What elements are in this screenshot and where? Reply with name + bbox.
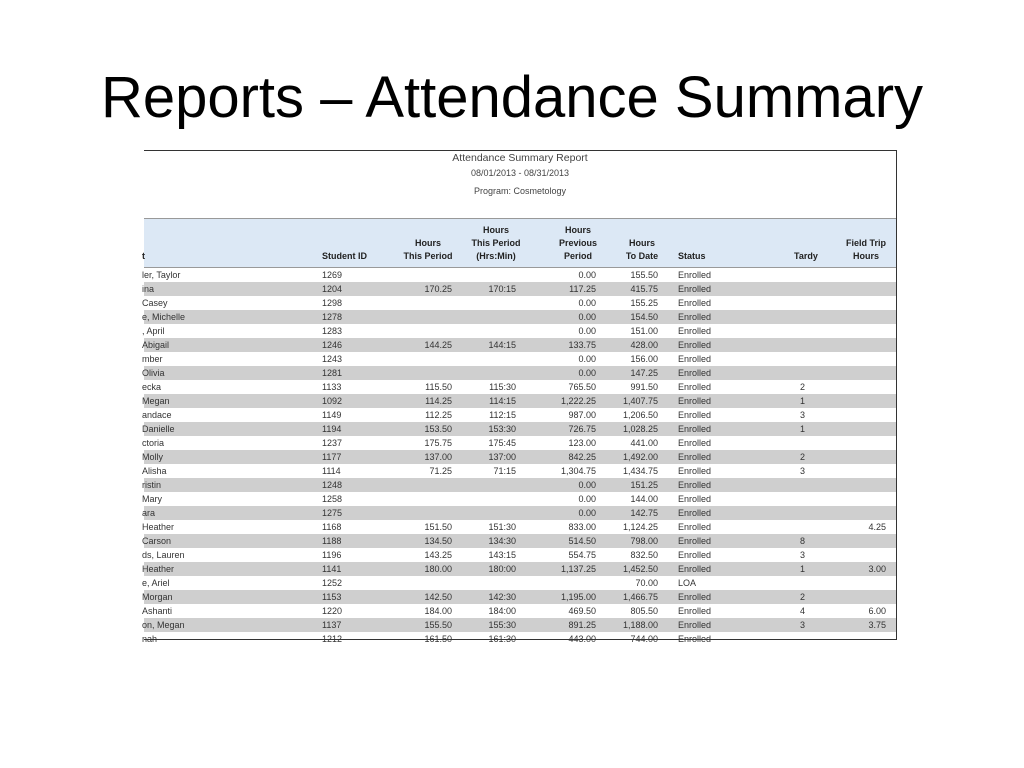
cell-hours-this-period: 180.00 — [424, 564, 452, 574]
cell-hours-to-date: 1,466.75 — [622, 592, 658, 602]
cell-student-name: , April — [142, 326, 165, 336]
cell-student-id: 1283 — [322, 326, 343, 336]
cell-hours-previous-period: 133.75 — [568, 340, 596, 350]
cell-student-id: 1248 — [322, 480, 343, 490]
col-label-line: Hours — [482, 225, 509, 235]
cell-status: Enrolled — [678, 396, 712, 406]
cell-status: Enrolled — [678, 410, 712, 420]
cell-hours-previous-period: 117.25 — [569, 284, 596, 294]
cell-tardy: 3 — [800, 620, 806, 630]
cell-hours-this-period-hm: 184:00 — [488, 606, 516, 616]
cell-hours-previous-period: 726.75 — [568, 424, 596, 434]
table-row — [144, 534, 896, 548]
table-row — [144, 380, 896, 394]
cell-hours-this-period-hm: 143:15 — [488, 550, 516, 560]
cell-hours-this-period-hm: 180:00 — [488, 564, 516, 574]
cell-tardy: 1 — [800, 396, 806, 406]
cell-student-name: mber — [142, 354, 163, 364]
cell-hours-this-period-hm: 137:00 — [488, 452, 516, 462]
cell-student-id: 1258 — [322, 494, 343, 504]
cell-hours-this-period-hm: 112:15 — [489, 410, 516, 420]
table-row — [144, 296, 896, 310]
cell-student-id: 1137 — [322, 620, 342, 630]
table-row — [144, 590, 896, 604]
table-row — [144, 268, 896, 282]
cell-hours-this-period-hm: 71:15 — [493, 466, 516, 476]
cell-hours-to-date: 441.00 — [630, 438, 658, 448]
cell-hours-previous-period: 0.00 — [578, 298, 596, 308]
cell-student-id: 1278 — [322, 312, 343, 322]
cell-status: Enrolled — [678, 606, 712, 616]
cell-hours-this-period: 151.50 — [424, 522, 452, 532]
cell-hours-previous-period: 1,222.25 — [560, 396, 596, 406]
cell-status: Enrolled — [678, 550, 712, 560]
slide-title: Reports – Attendance Summary — [100, 65, 924, 130]
cell-status: Enrolled — [678, 536, 712, 546]
cell-status: Enrolled — [678, 298, 712, 308]
table-row — [144, 366, 896, 380]
cell-student-id: 1177 — [322, 452, 342, 462]
cell-student-name: Ashanti — [142, 606, 173, 616]
col-hours-to-date — [612, 237, 672, 263]
cell-student-id: 1114 — [322, 466, 341, 476]
cell-status: Enrolled — [678, 424, 712, 434]
col-student-id: Student ID — [322, 251, 367, 261]
cell-student-id: 1141 — [322, 564, 342, 574]
cell-hours-previous-period: 0.00 — [578, 326, 596, 336]
cell-student-id: 1204 — [322, 284, 343, 294]
cell-student-name: andace — [142, 410, 172, 420]
cell-hours-to-date: 428.00 — [630, 340, 658, 350]
cell-student-name: Abigail — [142, 340, 170, 350]
cell-hours-previous-period: 0.00 — [578, 270, 596, 280]
table-row — [144, 604, 896, 618]
cell-hours-this-period: 115.50 — [425, 382, 452, 392]
cell-student-id: 1298 — [322, 298, 343, 308]
cell-student-name: Casey — [142, 298, 168, 308]
col-field-trip-hours — [834, 237, 898, 263]
cell-hours-to-date: 147.25 — [630, 368, 658, 378]
cell-student-id: 1237 — [322, 438, 343, 448]
cell-hours-to-date: 744.00 — [630, 634, 658, 644]
table-row — [144, 492, 896, 506]
col-hours-previous-period — [544, 224, 612, 263]
cell-tardy: 3 — [800, 466, 806, 476]
cell-hours-this-period-hm: 134:30 — [488, 536, 516, 546]
table-row — [144, 520, 896, 534]
cell-hours-this-period-hm: 115:30 — [489, 382, 516, 392]
col-label-line: This Period — [403, 251, 453, 261]
cell-hours-previous-period: 0.00 — [578, 494, 596, 504]
cell-student-id: 1212 — [322, 634, 343, 644]
cell-hours-this-period: 144.25 — [424, 340, 452, 350]
cell-hours-previous-period: 842.25 — [568, 452, 596, 462]
report-header — [144, 151, 896, 219]
table-row — [144, 422, 896, 436]
report-title: Attendance Summary Report — [452, 152, 588, 164]
cell-status: Enrolled — [678, 368, 712, 378]
cell-hours-previous-period: 833.00 — [568, 522, 596, 532]
cell-status: Enrolled — [678, 592, 712, 602]
cell-hours-this-period: 175.75 — [424, 438, 452, 448]
col-label-line: Field Trip — [845, 238, 886, 248]
cell-student-id: 1246 — [322, 340, 343, 350]
table-row — [144, 618, 896, 632]
cell-hours-previous-period: 891.25 — [568, 620, 596, 630]
cell-tardy: 1 — [800, 564, 806, 574]
cell-status: Enrolled — [678, 480, 712, 490]
cell-hours-this-period-hm: 155:30 — [488, 620, 516, 630]
cell-student-id: 1281 — [322, 368, 343, 378]
cell-hours-this-period-hm: 153:30 — [488, 424, 516, 434]
col-label-line: To Date — [625, 251, 659, 261]
cell-hours-previous-period: 1,137.25 — [560, 564, 596, 574]
cell-hours-to-date: 151.25 — [630, 480, 658, 490]
col-tardy: Tardy — [794, 251, 818, 261]
cell-status: Enrolled — [678, 438, 712, 448]
cell-hours-to-date: 832.50 — [630, 550, 658, 560]
cell-student-name: ara — [142, 508, 156, 518]
cell-hours-to-date: 144.00 — [630, 494, 658, 504]
cell-tardy: 2 — [800, 592, 806, 602]
cell-hours-previous-period: 123.00 — [568, 438, 596, 448]
cell-hours-previous-period: 765.50 — [568, 382, 596, 392]
cell-status: Enrolled — [678, 452, 712, 462]
cell-hours-this-period: 114.25 — [425, 396, 452, 406]
cell-status: Enrolled — [678, 326, 712, 336]
report-rows — [144, 268, 896, 646]
cell-tardy: 4 — [800, 606, 806, 616]
cell-field-trip-hours: 6.00 — [868, 606, 886, 616]
col-hours-this-period — [394, 237, 462, 263]
cell-status: Enrolled — [678, 522, 712, 532]
cell-tardy: 3 — [800, 550, 806, 560]
table-row — [144, 408, 896, 422]
cell-hours-previous-period: 0.00 — [578, 508, 596, 518]
cell-hours-to-date: 1,206.50 — [622, 410, 658, 420]
cell-hours-previous-period: 443.00 — [568, 634, 596, 644]
cell-student-name: Megan — [142, 396, 170, 406]
cell-status: LOA — [678, 578, 697, 588]
cell-hours-to-date: 798.00 — [630, 536, 658, 546]
table-row — [144, 506, 896, 520]
report-date-range: 08/01/2013 - 08/31/2013 — [470, 168, 570, 178]
cell-student-name: ds, Lauren — [142, 550, 185, 560]
cell-hours-this-period: 71.25 — [429, 466, 452, 476]
cell-hours-to-date: 151.00 — [630, 326, 658, 336]
cell-hours-to-date: 155.25 — [630, 298, 658, 308]
cell-hours-to-date: 70.00 — [635, 578, 658, 588]
cell-field-trip-hours: 4.25 — [868, 522, 886, 532]
cell-field-trip-hours: 3.75 — [868, 620, 886, 630]
cell-status: Enrolled — [678, 466, 712, 476]
cell-student-name: Danielle — [142, 424, 175, 434]
cell-hours-to-date: 1,028.25 — [622, 424, 658, 434]
cell-hours-to-date: 415.75 — [630, 284, 658, 294]
cell-status: Enrolled — [678, 270, 712, 280]
cell-tardy: 2 — [800, 382, 806, 392]
cell-student-name: Carson — [142, 536, 172, 546]
attendance-report — [142, 150, 897, 644]
cell-status: Enrolled — [678, 382, 712, 392]
cell-student-id: 1153 — [322, 592, 342, 602]
column-header-row — [144, 219, 896, 268]
cell-student-name: ler, Taylor — [142, 270, 181, 280]
cell-student-id: 1194 — [322, 424, 342, 434]
cell-hours-previous-period: 1,195.00 — [560, 592, 596, 602]
cell-student-name: Olivia — [142, 368, 165, 378]
cell-tardy: 2 — [800, 452, 806, 462]
cell-student-name: Morgan — [142, 592, 173, 602]
table-row — [144, 394, 896, 408]
cell-student-id: 1269 — [322, 270, 343, 280]
cell-student-id: 1220 — [322, 606, 343, 616]
cell-hours-this-period: 143.25 — [424, 550, 452, 560]
cell-hours-this-period-hm: 175:45 — [488, 438, 516, 448]
table-row — [144, 576, 896, 590]
cell-hours-this-period: 184.00 — [424, 606, 452, 616]
cell-status: Enrolled — [678, 312, 712, 322]
col-label-line: (Hrs:Min) — [476, 251, 516, 261]
cell-hours-to-date: 155.50 — [630, 270, 658, 280]
cell-status: Enrolled — [678, 284, 712, 294]
report-program: Program: Cosmetology — [473, 186, 567, 196]
cell-hours-this-period-hm: 161:30 — [488, 634, 516, 644]
col-hours-this-period-hm — [462, 224, 530, 263]
cell-student-name: Alisha — [142, 466, 167, 476]
table-row — [144, 338, 896, 352]
cell-field-trip-hours: 3.00 — [868, 564, 886, 574]
cell-student-id: 1168 — [322, 522, 342, 532]
table-row — [144, 632, 896, 646]
cell-student-name: ctoria — [142, 438, 165, 448]
cell-tardy: 8 — [800, 536, 806, 546]
cell-student-id: 1188 — [322, 536, 342, 546]
cell-hours-previous-period: 514.50 — [568, 536, 596, 546]
cell-student-name: Heather — [142, 522, 175, 532]
cell-student-id: 1196 — [322, 550, 342, 560]
col-label-line: Hours — [852, 251, 879, 261]
cell-hours-to-date: 154.50 — [630, 312, 658, 322]
cell-status: Enrolled — [678, 508, 712, 518]
cell-student-name: on, Megan — [142, 620, 185, 630]
cell-student-name: ristin — [142, 480, 162, 490]
cell-hours-to-date: 1,124.25 — [622, 522, 658, 532]
cell-status: Enrolled — [678, 620, 712, 630]
cell-hours-this-period-hm: 114:15 — [489, 396, 516, 406]
cell-hours-previous-period: 554.75 — [568, 550, 596, 560]
cell-hours-previous-period: 0.00 — [578, 480, 596, 490]
col-label-line: Previous — [558, 238, 598, 248]
cell-student-name: Molly — [142, 452, 164, 462]
cell-status: Enrolled — [678, 340, 712, 350]
col-label-line: Hours — [414, 238, 441, 248]
cell-student-name: ina — [142, 284, 155, 294]
cell-hours-to-date: 1,407.75 — [622, 396, 658, 406]
col-label-line: Hours — [564, 225, 591, 235]
cell-student-id: 1275 — [322, 508, 343, 518]
table-row — [144, 436, 896, 450]
cell-student-name: ecka — [142, 382, 162, 392]
cell-hours-to-date: 1,188.00 — [622, 620, 658, 630]
cell-hours-this-period: 170.25 — [424, 284, 452, 294]
table-row — [144, 562, 896, 576]
cell-hours-to-date: 1,434.75 — [622, 466, 658, 476]
cell-hours-this-period: 155.50 — [424, 620, 452, 630]
table-row — [144, 450, 896, 464]
cell-hours-previous-period: 0.00 — [578, 368, 596, 378]
cell-status: Enrolled — [678, 634, 712, 644]
cell-student-name: nah — [142, 634, 158, 644]
cell-hours-to-date: 805.50 — [630, 606, 658, 616]
cell-tardy: 1 — [800, 424, 806, 434]
cell-hours-this-period-hm: 144:15 — [488, 340, 516, 350]
cell-student-name: Heather — [142, 564, 175, 574]
cell-student-id: 1149 — [322, 410, 342, 420]
cell-student-id: 1092 — [322, 396, 343, 406]
cell-student-name: e, Ariel — [142, 578, 170, 588]
col-name: t — [142, 251, 145, 261]
cell-hours-previous-period: 1,304.75 — [560, 466, 596, 476]
cell-hours-this-period: 142.50 — [424, 592, 452, 602]
cell-hours-to-date: 1,492.00 — [622, 452, 658, 462]
cell-hours-this-period: 137.00 — [424, 452, 452, 462]
table-row — [144, 548, 896, 562]
col-label-line: This Period — [471, 238, 521, 248]
cell-hours-this-period: 153.50 — [424, 424, 452, 434]
table-row — [144, 324, 896, 338]
table-row — [144, 464, 896, 478]
cell-status: Enrolled — [678, 564, 712, 574]
cell-hours-this-period: 112.25 — [425, 410, 452, 420]
cell-hours-to-date: 142.75 — [630, 508, 658, 518]
cell-student-id: 1243 — [322, 354, 343, 364]
cell-hours-this-period: 161.50 — [424, 634, 452, 644]
cell-hours-previous-period: 0.00 — [578, 354, 596, 364]
cell-hours-to-date: 156.00 — [630, 354, 658, 364]
cell-student-name: Mary — [142, 494, 162, 504]
col-label-line: Hours — [628, 238, 655, 248]
col-status: Status — [678, 251, 706, 261]
cell-hours-previous-period: 987.00 — [568, 410, 596, 420]
cell-student-name: e, Michelle — [142, 312, 186, 322]
cell-hours-to-date: 1,452.50 — [622, 564, 658, 574]
col-label-line: Period — [563, 251, 592, 261]
table-row — [144, 282, 896, 296]
cell-hours-this-period-hm: 170:15 — [488, 284, 516, 294]
cell-student-id: 1133 — [322, 382, 342, 392]
cell-hours-this-period: 134.50 — [424, 536, 452, 546]
cell-tardy: 3 — [800, 410, 806, 420]
table-row — [144, 352, 896, 366]
cell-hours-this-period-hm: 142:30 — [488, 592, 516, 602]
cell-hours-to-date: 991.50 — [630, 382, 658, 392]
cell-status: Enrolled — [678, 354, 712, 364]
cell-student-id: 1252 — [322, 578, 343, 588]
cell-hours-previous-period: 469.50 — [568, 606, 596, 616]
cell-hours-previous-period: 0.00 — [578, 312, 596, 322]
table-row — [144, 310, 896, 324]
cell-status: Enrolled — [678, 494, 712, 504]
cell-hours-this-period-hm: 151:30 — [488, 522, 516, 532]
table-row — [144, 478, 896, 492]
